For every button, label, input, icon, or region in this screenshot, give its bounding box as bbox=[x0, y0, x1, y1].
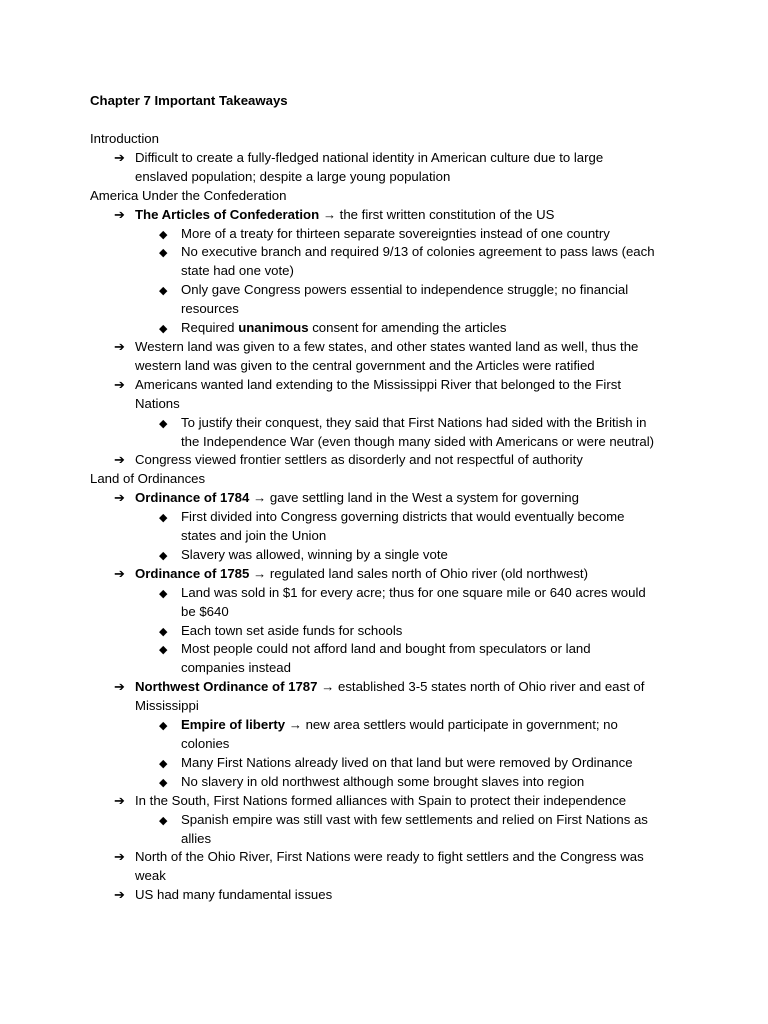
line-text: Spanish empire was still vast with few settlements and relied on First Nations as bbox=[181, 811, 648, 827]
line-text: Slavery was allowed, winning by a single vote bbox=[181, 546, 448, 562]
sub-bullet-continuation bbox=[90, 433, 690, 452]
section-heading bbox=[90, 470, 690, 489]
line-text: consent for amending the articles bbox=[308, 320, 507, 336]
line-text: Land was sold in $1 for every acre; thus for one square mile or 640 acres would bbox=[181, 584, 646, 600]
sub-bullet-item bbox=[90, 414, 690, 433]
bullet-item bbox=[90, 678, 690, 697]
page-title: Chapter 7 Important Takeaways bbox=[90, 93, 288, 108]
line-text: states and join the Union bbox=[181, 528, 327, 544]
line-text: weak bbox=[135, 868, 166, 884]
arrow-bullet-icon: ➔ bbox=[114, 849, 125, 865]
arrow-bullet-icon: ➔ bbox=[114, 792, 125, 808]
line-text: First divided into Congress governing districts that would eventually become bbox=[181, 509, 625, 525]
line-text: Required bbox=[181, 320, 239, 336]
line-text: Only gave Congress powers essential to independence struggle; no financial bbox=[181, 282, 629, 298]
bullet-item bbox=[90, 376, 690, 395]
line-text: More of a treaty for thirteen separate sovereignties instead of one country bbox=[181, 225, 610, 241]
bold-term: The Articles of Confederation bbox=[135, 206, 320, 222]
sub-bullet-item bbox=[90, 622, 690, 641]
sub-bullet-item bbox=[90, 243, 690, 262]
line-text: → regulated land sales north of Ohio river (old northwest) bbox=[249, 565, 588, 581]
section-heading bbox=[90, 130, 690, 149]
line-text: Land of Ordinances bbox=[90, 471, 206, 487]
diamond-bullet-icon: ◆ bbox=[159, 625, 168, 638]
sub-bullet-item bbox=[90, 716, 690, 735]
sub-bullet-continuation bbox=[90, 603, 690, 622]
diamond-bullet-icon: ◆ bbox=[159, 549, 168, 562]
section-heading bbox=[90, 187, 690, 206]
bold-term: Ordinance of 1784 bbox=[135, 490, 250, 506]
bullet-item bbox=[90, 792, 690, 811]
sub-bullet-item bbox=[90, 584, 690, 603]
sub-bullet-item bbox=[90, 773, 690, 792]
bold-term: Northwest Ordinance of 1787 bbox=[135, 679, 318, 695]
line-text: To justify their conquest, they said that First Nations had sided with the British in bbox=[181, 414, 647, 430]
arrow-bullet-icon: ➔ bbox=[114, 490, 125, 506]
line-text: Western land was given to a few states, and other states wanted land as well, thus the bbox=[135, 338, 639, 354]
arrow-bullet-icon: ➔ bbox=[114, 149, 125, 165]
sub-bullet-item bbox=[90, 640, 690, 659]
sub-bullet-item bbox=[90, 754, 690, 773]
line-text: US had many fundamental issues bbox=[135, 887, 333, 903]
diamond-bullet-icon: ◆ bbox=[159, 720, 168, 733]
line-text: be $640 bbox=[181, 603, 229, 619]
line-text: colonies bbox=[181, 736, 230, 751]
diamond-bullet-icon: ◆ bbox=[159, 512, 168, 525]
line-text: Americans wanted land extending to the Mississippi River that belonged to the First bbox=[135, 376, 621, 392]
diamond-bullet-icon: ◆ bbox=[159, 644, 168, 657]
diamond-bullet-icon: ◆ bbox=[159, 417, 168, 430]
line-text: → gave settling land in the West a system for governing bbox=[249, 490, 579, 506]
bullet-continuation bbox=[90, 697, 690, 716]
bold-term: Ordinance of 1785 bbox=[135, 565, 250, 581]
diamond-bullet-icon: ◆ bbox=[159, 247, 168, 260]
bullet-item bbox=[90, 848, 690, 867]
diamond-bullet-icon: ◆ bbox=[159, 285, 168, 298]
bold-term: unanimous bbox=[238, 320, 309, 336]
line-text: North of the Ohio River, First Nations were ready to fight settlers and the Congress was bbox=[135, 849, 644, 865]
line-text: Nations bbox=[135, 395, 180, 411]
sub-bullet-item bbox=[90, 319, 690, 338]
bullet-item bbox=[90, 451, 690, 470]
line-text: Many First Nations already lived on that land but were removed by Ordinance bbox=[181, 754, 633, 770]
sub-bullet-item bbox=[90, 225, 690, 244]
sub-bullet-item bbox=[90, 281, 690, 300]
line-text: allies bbox=[181, 830, 212, 846]
line-text: Each town set aside funds for schools bbox=[181, 622, 403, 638]
diamond-bullet-icon: ◆ bbox=[159, 776, 168, 789]
line-text: the Independence War (even though many sided with Americans or were neutral) bbox=[181, 433, 655, 449]
line-text: No slavery in old northwest although some brought slaves into region bbox=[181, 773, 585, 789]
bold-term: Empire of liberty bbox=[181, 717, 286, 733]
bullet-continuation bbox=[90, 357, 690, 376]
line-text: Introduction bbox=[90, 131, 159, 146]
line-text: state had one vote) bbox=[181, 263, 294, 279]
bullet-continuation bbox=[90, 867, 690, 886]
bullet-item bbox=[90, 149, 690, 168]
bullet-item bbox=[90, 206, 690, 225]
line-text: → new area settlers would participate in government; no bbox=[285, 717, 618, 733]
sub-bullet-continuation bbox=[90, 300, 690, 319]
line-text: Difficult to create a fully-fledged national identity in American culture due to large bbox=[135, 149, 604, 165]
sub-bullet-continuation bbox=[90, 735, 690, 754]
document-body bbox=[90, 130, 690, 905]
bullet-continuation bbox=[90, 168, 690, 187]
sub-bullet-item bbox=[90, 508, 690, 527]
bullet-item bbox=[90, 886, 690, 905]
line-text: In the South, First Nations formed alliances with Spain to protect their independence bbox=[135, 792, 627, 808]
sub-bullet-item bbox=[90, 546, 690, 565]
arrow-bullet-icon: ➔ bbox=[114, 452, 125, 468]
bullet-item bbox=[90, 338, 690, 357]
line-text: → established 3-5 states north of Ohio river and east of bbox=[317, 679, 645, 695]
line-text: No executive branch and required 9/13 of colonies agreement to pass laws (each bbox=[181, 244, 655, 260]
diamond-bullet-icon: ◆ bbox=[159, 228, 168, 241]
arrow-bullet-icon: ➔ bbox=[114, 376, 125, 392]
line-text: resources bbox=[181, 301, 239, 317]
line-text: western land was given to the central government and the Articles were ratified bbox=[135, 357, 595, 373]
sub-bullet-continuation bbox=[90, 262, 690, 281]
line-text: enslaved population; despite a large young population bbox=[135, 168, 451, 184]
arrow-bullet-icon: ➔ bbox=[114, 887, 125, 903]
line-text: Most people could not afford land and bought from speculators or land bbox=[181, 641, 591, 657]
arrow-bullet-icon: ➔ bbox=[114, 206, 125, 222]
sub-bullet-continuation bbox=[90, 830, 690, 849]
arrow-bullet-icon: ➔ bbox=[114, 338, 125, 354]
diamond-bullet-icon: ◆ bbox=[159, 323, 168, 336]
sub-bullet-continuation bbox=[90, 527, 690, 546]
sub-bullet-item bbox=[90, 811, 690, 830]
diamond-bullet-icon: ◆ bbox=[159, 814, 168, 827]
bullet-item bbox=[90, 489, 690, 508]
diamond-bullet-icon: ◆ bbox=[159, 757, 168, 770]
line-text: → the first written constitution of the US bbox=[319, 206, 555, 222]
line-text: Congress viewed frontier settlers as disorderly and not respectful of authority bbox=[135, 452, 583, 468]
line-text: America Under the Confederation bbox=[90, 187, 287, 203]
bullet-continuation bbox=[90, 395, 690, 414]
line-text: Mississippi bbox=[135, 698, 199, 714]
line-text: companies instead bbox=[181, 660, 291, 676]
bullet-item bbox=[90, 565, 690, 584]
diamond-bullet-icon: ◆ bbox=[159, 587, 168, 600]
arrow-bullet-icon: ➔ bbox=[114, 679, 125, 695]
sub-bullet-continuation bbox=[90, 659, 690, 678]
arrow-bullet-icon: ➔ bbox=[114, 565, 125, 581]
